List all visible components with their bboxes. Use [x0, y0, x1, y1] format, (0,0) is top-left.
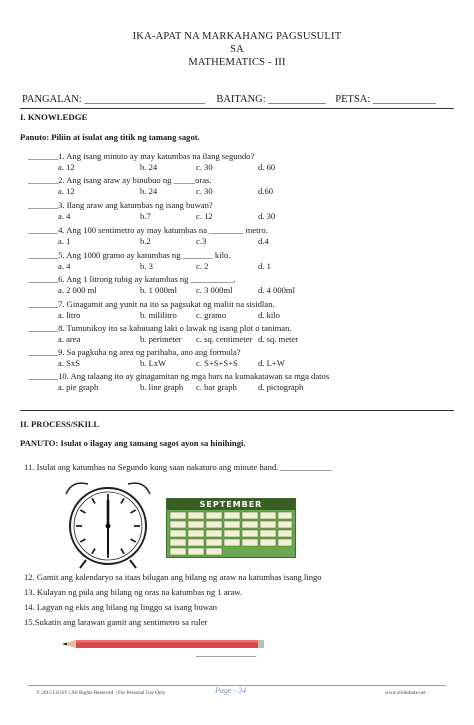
choice-a: a. area: [58, 334, 81, 344]
answer-line[interactable]: ______________: [196, 648, 257, 658]
choice-d: d. 60: [258, 162, 276, 172]
question-2: _______2. Ang isang araw ay binubuo ng _____oras.: [28, 175, 212, 185]
choice-b: b. perimeter: [140, 334, 182, 344]
choice-a: a. 2 000 ml: [58, 285, 97, 295]
choice-d: d. 1: [258, 261, 271, 271]
petsa-field[interactable]: PETSA: ____________: [335, 94, 436, 105]
clock-leg-left: [80, 560, 86, 568]
choice-c: c. sq. centimeter: [196, 334, 253, 344]
choice-b: b. mililitro: [140, 310, 177, 320]
calendar-illustration: [166, 498, 296, 558]
choice-a: a. 1: [58, 236, 71, 246]
question-15: 15.Sukatin ang larawan gamit ang sentimetro sa ruler: [24, 617, 208, 627]
choice-d: d. sq. meter: [258, 334, 299, 344]
choice-a: a. 4: [58, 261, 71, 271]
choice-c: c. S+S+S+S: [196, 358, 238, 368]
choice-b: b. line graph: [140, 382, 184, 392]
divider: [20, 410, 454, 411]
clock-illustration: [52, 478, 164, 570]
choice-b: b.7: [140, 211, 151, 221]
choice-c: c. bar graph: [196, 382, 237, 392]
choice-a: a. 12: [58, 162, 75, 172]
choice-d: d. 4 000ml: [258, 285, 296, 295]
calendar-month-title: SEPTEMBER: [167, 499, 295, 510]
question-3: _______3. Ilang araw ang katumbas ng isang buwan?: [28, 200, 213, 210]
exam-title-connector: SA: [230, 44, 244, 55]
choice-b: b. 24: [140, 186, 158, 196]
page-number: Page - 34: [215, 686, 247, 695]
question-6: _______6. Ang 1 litrong tubig ay katumbas ng __________.: [28, 274, 236, 284]
question-12: 12. Gamit ang kalendaryo sa itaas bilugan ang bilang ng araw na katumbas isang lingo: [24, 572, 322, 582]
choice-c: c. gramo: [196, 310, 227, 320]
choice-c: c.3: [196, 236, 207, 246]
question-13: 13. Kulayan ng pula ang bilang ng oras na katumbas ng 1 araw.: [24, 587, 243, 597]
clock-center: [106, 524, 111, 529]
question-5: _______5. Ang 1000 gramo ay katumbas ng _______ kilo.: [28, 250, 231, 260]
choice-d: d. 30: [258, 211, 276, 221]
clock-leg-right: [130, 560, 136, 568]
choice-d: d. kilo: [258, 310, 280, 320]
choice-d: d. pictograph: [258, 382, 304, 392]
choice-c: c. 3 000ml: [196, 285, 233, 295]
pangalan-field[interactable]: PANGALAN: _______________________: [22, 94, 206, 105]
choice-c: c. 30: [196, 186, 213, 196]
question-7: _______7. Ginagamit ang yunit na ito sa pagsukat ng maliit na sisidlan.: [28, 299, 275, 309]
choice-c: c. 12: [196, 211, 213, 221]
student-info-line: [22, 94, 436, 105]
question-8: _______8. Tumutukoy ito sa kabuuang laki o lawak ng isang plot o taniman.: [28, 323, 292, 333]
clock-bell-right: [128, 483, 150, 494]
choice-d: d.4: [258, 236, 269, 246]
choice-a: a. litro: [58, 310, 81, 320]
question-1: _______1. Ang isang minuto ay may katumbas na ilang segundo?: [28, 151, 255, 161]
choice-c: c. 2: [196, 261, 209, 271]
question-9: _______9. Sa pagkuha ng area ng parihaba, ano ang formula?: [28, 347, 241, 357]
choice-b: b.2: [140, 236, 151, 246]
choice-b: b. 24: [140, 162, 158, 172]
choice-a: a. 12: [58, 186, 75, 196]
divider: [20, 108, 454, 109]
section-instructions: PANUTO: Isulat o ilagay ang tamang sagot ayon sa hinihingi.: [20, 438, 246, 448]
choice-c: c. 30: [196, 162, 213, 172]
question-4: _______4. Ang 100 sentimetro ay may katumbas na ________ metro.: [28, 225, 268, 235]
footer-source: www.slideshare.net: [385, 690, 426, 696]
choice-b: b. 3: [140, 261, 153, 271]
question-14: 14. Lagyan ng ekis ang bilang ng linggo sa isang buwan: [24, 602, 218, 612]
clock-bell-left: [66, 483, 88, 494]
section-instructions: Panuto: Piliin at isulat ang titik ng tamang sagot.: [20, 132, 200, 142]
choice-d: d.60: [258, 186, 274, 196]
section-title: II. PROCESS/SKILL: [20, 419, 100, 429]
choice-a: a. SxS: [58, 358, 80, 368]
question-11: 11. Isulat ang katumbas na Segundo kung saan nakaturo ang minute hand. ____________: [24, 462, 333, 472]
choice-a: a. 4: [58, 211, 71, 221]
baitang-field[interactable]: BAITANG: ___________: [216, 94, 327, 105]
section-title: I. KNOWLEDGE: [20, 112, 88, 122]
choice-a: a. pie graph: [58, 382, 99, 392]
calendar-grid: [167, 510, 295, 557]
choice-b: b. 1 000ml: [140, 285, 178, 295]
footer-copyright: © 2015 LiGSY | All Rights Reserved. | For Personal Use Only: [36, 690, 166, 696]
choice-b: b. LxW: [140, 358, 167, 368]
question-10: _______10. Ang talaang ito ay ginagamitan ng mga bars na kumakatawan sa mga datos: [28, 371, 330, 381]
choice-d: d. L+W: [258, 358, 285, 368]
exam-title: IKA-APAT NA MARKAHANG PAGSUSULIT: [132, 31, 342, 42]
exam-subject: MATHEMATICS - III: [188, 57, 286, 68]
